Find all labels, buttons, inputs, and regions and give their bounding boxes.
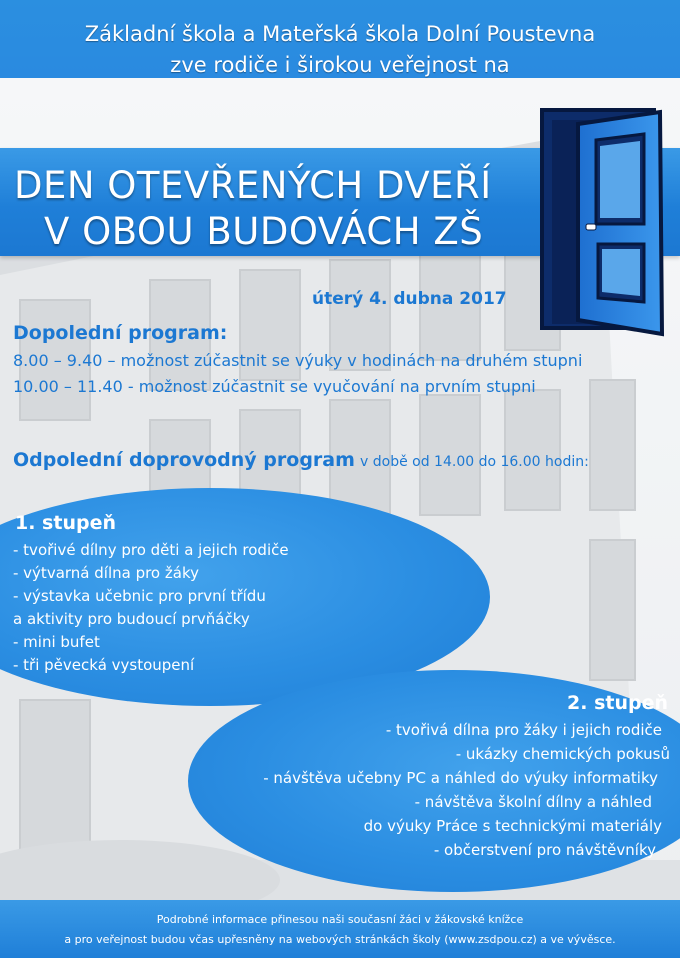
grade1-item: - výtvarná dílna pro žáky	[13, 564, 199, 582]
grade1-item: a aktivity pro budoucí prvňáčky	[13, 610, 250, 628]
morning-program-item: 10.00 – 11.40 - možnost zúčastnit se vyučování na prvním stupni	[13, 377, 536, 396]
grade1-heading: 1. stupeň	[15, 512, 116, 534]
event-date: úterý 4. dubna 2017	[312, 289, 507, 309]
afternoon-time: v době od 14.00 do 16.00 hodin:	[360, 454, 589, 470]
school-name: Základní škola a Mateřská škola Dolní Poustevna	[84, 22, 596, 46]
invitation-line: zve rodiče i širokou veřejnost na	[170, 53, 510, 77]
grade2-item: - tvořivá dílna pro žáky i jejich rodiče	[385, 721, 662, 739]
grade1-item: - mini bufet	[13, 633, 100, 651]
grade2-item: - ukázky chemických pokusů	[455, 745, 670, 763]
grade2-item: - návštěva školní dílny a náhled	[414, 793, 652, 811]
grade1-item: - výstavka učebnic pro první třídu	[13, 587, 266, 605]
morning-program-heading: Dopolední program:	[13, 322, 228, 344]
morning-program-item: 8.00 – 9.40 – možnost zúčastnit se výuky v hodinách na druhém stupni	[13, 351, 583, 370]
grade2-heading: 2. stupeň	[567, 692, 668, 714]
footer-note: a pro veřejnost budou včas upřesněny na webových stránkách školy (www.zsdpou.cz) a ve vývěsce.	[64, 933, 616, 946]
footer-note: Podrobné informace přinesou naši současní žáci v žákovské knížce	[156, 913, 524, 926]
grade1-item: - tvořivé dílny pro děti a jejich rodiče	[13, 541, 289, 559]
afternoon-heading-label: Odpolední doprovodný program	[13, 449, 355, 471]
event-title: DEN OTEVŘENÝCH DVEŘÍ	[14, 164, 492, 207]
open-door-icon	[538, 106, 670, 338]
grade2-item: do výuky Práce s technickými materiály	[363, 817, 662, 835]
footer-band	[0, 900, 680, 958]
grade1-item: - tři pěvecká vystoupení	[13, 656, 195, 674]
afternoon-program-heading	[13, 449, 589, 471]
grade2-item: - návštěva učebny PC a náhled do výuky informatiky	[263, 769, 658, 787]
grade2-item: - občerstvení pro návštěvníky	[433, 841, 656, 859]
event-subtitle: V OBOU BUDOVÁCH ZŠ	[44, 210, 484, 253]
